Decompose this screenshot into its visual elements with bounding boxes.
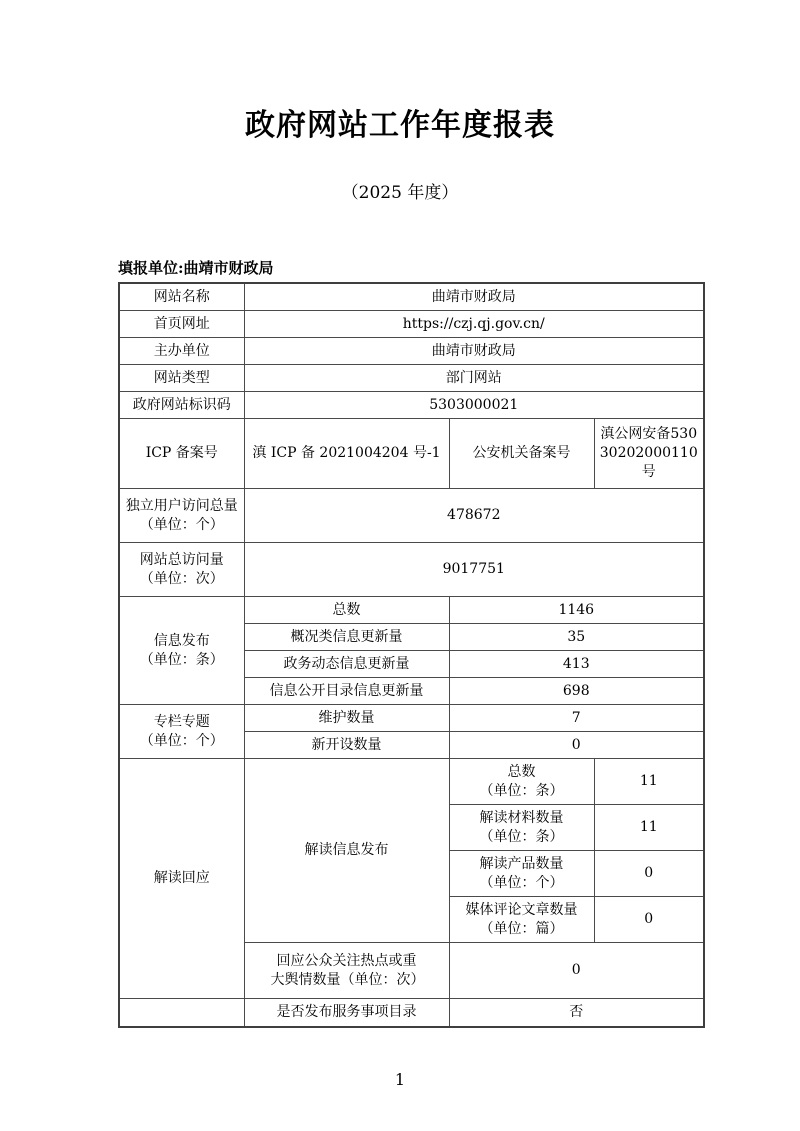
row-value: 0: [449, 732, 704, 759]
special-columns-section-label: [119, 705, 244, 759]
row-label: 新开设数量: [244, 732, 449, 759]
row-label-text: 媒体评论文章数量: [465, 901, 578, 918]
icp-label: ICP 备案号: [119, 419, 244, 489]
section-label-text: 信息发布: [153, 632, 210, 649]
row-label: [119, 489, 244, 543]
row-label: 政府网站标识码: [119, 392, 244, 419]
row-label: [119, 543, 244, 597]
row-value: 0: [449, 943, 704, 999]
table-row-homepage-url: [119, 311, 704, 338]
interpretation-section-label: 解读回应: [119, 759, 244, 999]
row-label-unit: （单位：次）: [139, 570, 224, 587]
table-row-column-maintained: [119, 705, 704, 732]
row-label-unit: （单位：篇）: [479, 920, 564, 937]
row-value: 部门网站: [244, 365, 704, 392]
row-label-unit: （单位：条）: [479, 782, 564, 799]
homepage-url: https://czj.qj.gov.cn/: [244, 311, 704, 338]
reporting-unit: 填报单位:曲靖市财政局: [118, 259, 274, 277]
row-label: [449, 759, 594, 805]
row-label: 主办单位: [119, 338, 244, 365]
row-value: 0: [594, 851, 704, 897]
table-row-service-directory: [119, 999, 704, 1028]
row-value: 曲靖市财政局: [244, 338, 704, 365]
row-label-text: 总数: [507, 763, 536, 780]
row-label: [449, 851, 594, 897]
icp-value: 滇 ICP 备 2021004204 号-1: [244, 419, 449, 489]
row-label: [449, 897, 594, 943]
row-label-text: 解读材料数量: [479, 809, 564, 826]
interpret-publish-label: 解读信息发布: [244, 759, 449, 943]
row-value: 478672: [244, 489, 704, 543]
row-label: [244, 943, 449, 999]
section-label-unit: （单位：条）: [139, 651, 224, 668]
page-title: 政府网站工作年度报表: [245, 108, 555, 143]
row-label-unit: （单位：个）: [479, 874, 564, 891]
row-label-text: 解读产品数量: [479, 855, 564, 872]
row-value: 否: [449, 999, 704, 1028]
table-row-site-name: [119, 283, 704, 311]
table-row-site-id-code: [119, 392, 704, 419]
row-label: 维护数量: [244, 705, 449, 732]
row-value: 11: [594, 805, 704, 851]
row-label: 概况类信息更新量: [244, 624, 449, 651]
row-label-text: 回应公众关注热点或重大舆情数量（单位：次）: [270, 952, 425, 988]
row-label: 总数: [244, 597, 449, 624]
security-filing-value: 滇公网安备53030202000110号: [594, 419, 704, 489]
table-row-organizer: [119, 338, 704, 365]
row-value: 曲靖市财政局: [244, 283, 704, 311]
row-value: 0: [594, 897, 704, 943]
section-label-text: 专栏专题: [153, 713, 210, 730]
row-label: 是否发布服务事项目录: [244, 999, 449, 1028]
row-label: [449, 805, 594, 851]
section-label-unit: （单位：个）: [139, 732, 224, 749]
row-value: 5303000021: [244, 392, 704, 419]
table-row-total-visits: [119, 543, 704, 597]
row-label: 政务动态信息更新量: [244, 651, 449, 678]
security-filing-label: 公安机关备案号: [449, 419, 594, 489]
row-value: 413: [449, 651, 704, 678]
row-label-unit: （单位：条）: [479, 828, 564, 845]
page-subtitle: （2025 年度）: [341, 183, 459, 203]
row-value: 35: [449, 624, 704, 651]
table-row-unique-visitors: [119, 489, 704, 543]
row-value: 1146: [449, 597, 704, 624]
info-publish-section-label: [119, 597, 244, 705]
row-label: 信息公开目录信息更新量: [244, 678, 449, 705]
row-value: 9017751: [244, 543, 704, 597]
row-label: 网站类型: [119, 365, 244, 392]
table-row-icp: [119, 419, 704, 489]
row-value: 698: [449, 678, 704, 705]
row-label-unit: （单位：个）: [139, 516, 224, 533]
report-table: [118, 282, 705, 1028]
table-row-interpret-total: [119, 759, 704, 805]
row-label-text: 独立用户访问总量: [125, 497, 238, 514]
table-row-info-total: [119, 597, 704, 624]
page-number: 1: [394, 1070, 406, 1089]
empty-cell: [119, 999, 244, 1028]
row-label: 网站名称: [119, 283, 244, 311]
row-value: 7: [449, 705, 704, 732]
row-label: 首页网址: [119, 311, 244, 338]
row-value: 11: [594, 759, 704, 805]
row-label-text: 网站总访问量: [139, 551, 224, 568]
table-row-site-type: [119, 365, 704, 392]
